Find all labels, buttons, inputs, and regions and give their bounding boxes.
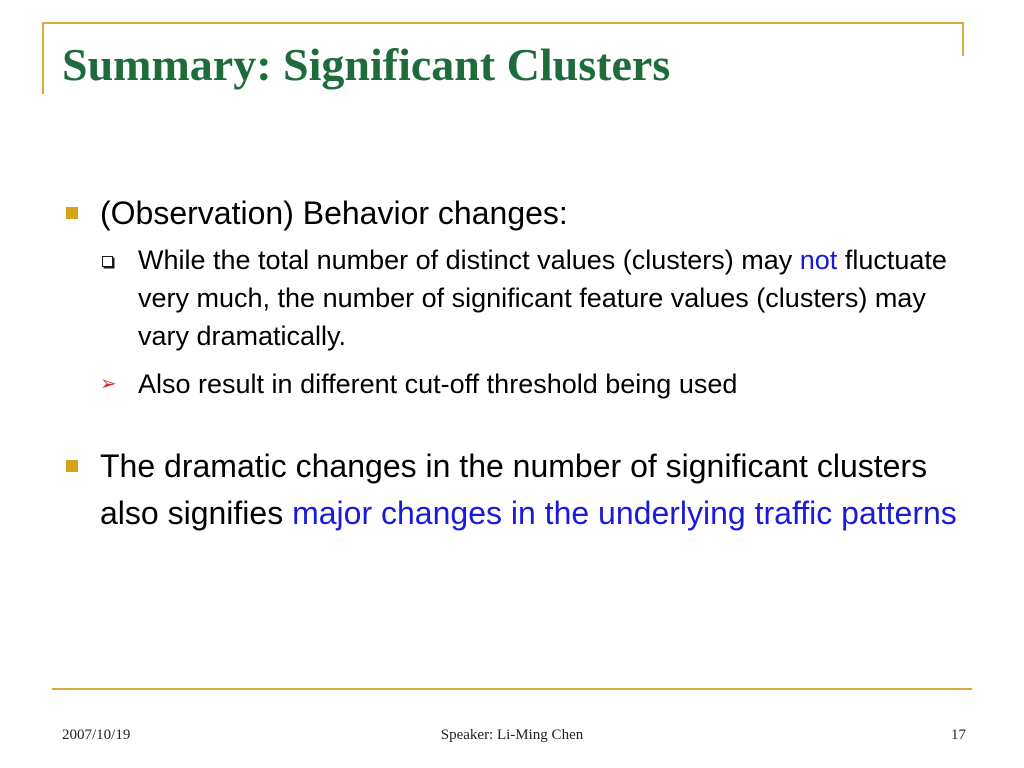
sub-bullet-text-part1: While the total number of distinct values (clusters) may [138,245,800,275]
gold-square-bullet-icon [66,460,78,472]
sub-bullet-highlight: not [799,245,838,275]
bullet-dramatic-changes [62,443,962,537]
footer-divider [52,688,972,690]
footer-date: 2007/10/19 [62,727,131,743]
slide-content [62,190,962,537]
gold-square-bullet-icon [66,207,78,219]
sub-bullet-text-part2: fluctuate very much, the number of significant feature values (clusters) may vary dramatically. [138,245,947,351]
slide-title: Summary: Significant Clusters [62,39,671,90]
sub-bullet-cutoff [62,365,962,403]
frame-left-line [42,22,44,94]
frame-right-line [962,22,964,56]
spacer [62,413,962,443]
sub-bullet-distinct-values [62,241,962,355]
arrow-bullet-icon: ➢ [100,371,117,395]
footer-speaker: Speaker: Li-Ming Chen [440,727,584,743]
sub-bullet-list [62,241,962,403]
sub-bullet-text: Also result in different cut-off threshold being used [138,369,738,399]
bullet-highlight: major changes in the underlying traffic patterns [292,495,957,531]
footer-page-number: 17 [951,727,966,743]
bullet-observation [62,190,962,237]
bullet-text: (Observation) Behavior changes: [100,195,568,231]
hollow-square-bullet-icon [102,256,113,267]
bullet-text-part1: The dramatic changes in the number of significant clusters also signifies [100,448,928,531]
frame-top-line [42,22,964,24]
